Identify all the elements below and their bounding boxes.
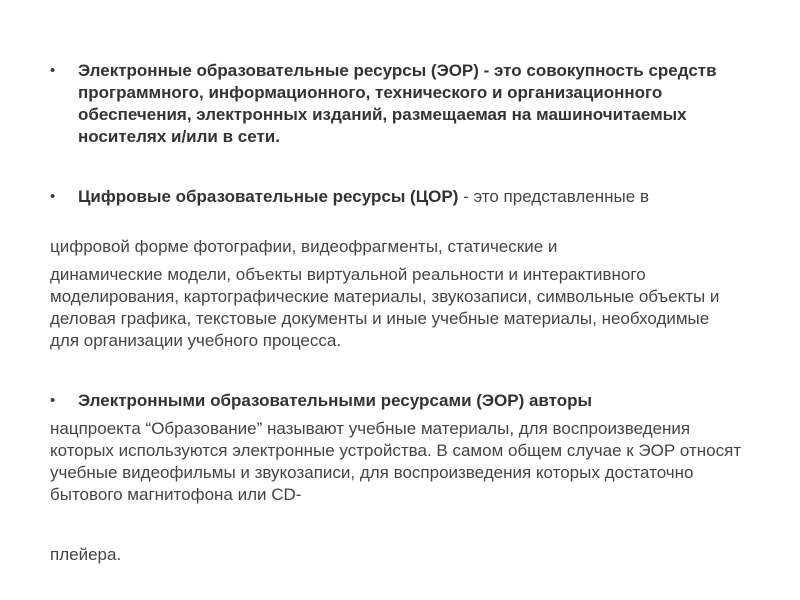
bullet-icon: •	[50, 392, 56, 409]
eor-authors-last-line: плейера.	[50, 545, 122, 564]
eor-definition-text: Электронные образовательные ресурсы (ЭОР) - это совокупность средств программного, информационного, технического и организационного обеспечения, электронных изданий, размещаемая на машиночитаемых носителях и/или в сети.	[78, 61, 717, 146]
cor-term-rest: - это представленные в	[458, 187, 649, 206]
cor-term: Цифровые образовательные ресурсы (ЦОР)	[78, 187, 459, 206]
cor-definition-first	[78, 186, 658, 208]
eor-authors-paragraph: нацпроекта “Образование” называют учебные материалы, для воспроизведения которых используются электронные устройства. В самом общем случае к ЭОР относят учебные видеофильмы и звукозаписи, для воспроизведения которых достаточно бытового магнитофона или CD-	[50, 419, 742, 504]
bullet-icon: •	[50, 62, 56, 79]
eor-authors-heading: Электронными образовательными ресурсами (ЭОР) авторы	[78, 391, 593, 410]
bullet-icon: •	[50, 188, 56, 205]
cor-line-1: цифровой форме фотографии, видеофрагменты, статические и	[50, 237, 558, 256]
cor-paragraph: динамические модели, объекты виртуальной реальности и интерактивного моделирования, картографические материалы, звукозаписи, символьные объекты и деловая графика, текстовые документы и иные учебные материалы, необходимые для организации учебного процесса.	[50, 265, 720, 350]
